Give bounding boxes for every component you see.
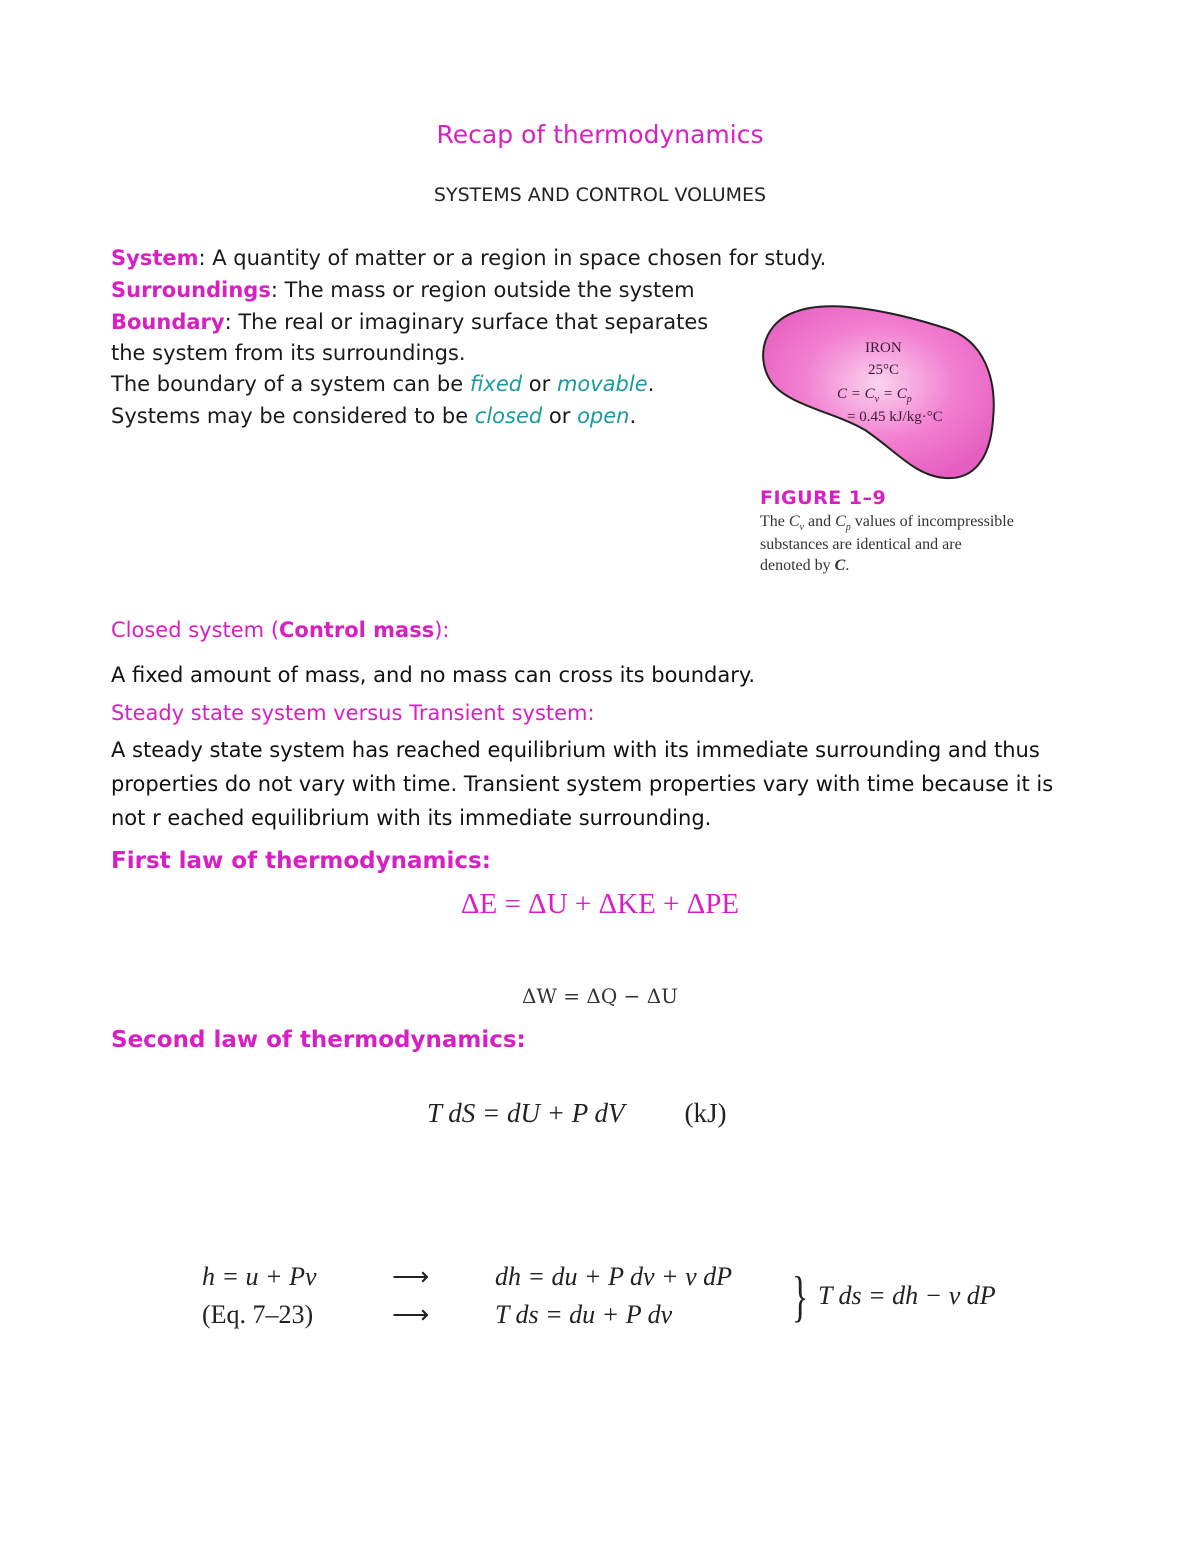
definition-surroundings [111,278,695,302]
definition-boundary-cont: the system from its surroundings. [111,341,466,365]
brace-icon: } [792,1266,809,1328]
blob-temperature-label: 25°C [868,362,900,378]
figure-caption-title: FIGURE 1–9 [760,487,887,509]
connector-or: or [542,404,578,428]
connector-or: or [522,372,557,396]
gibbs-equation: T ds = du + P dv [495,1300,673,1329]
equation-reference: (Eq. 7–23) [202,1300,314,1329]
first-law-heading: First law of thermodynamics: [111,848,491,874]
section-heading: SYSTEMS AND CONTROL VOLUMES [433,184,767,206]
second-law-heading: Second law of thermodynamics: [111,1027,526,1053]
figure-caption-line-2: substances are identical and are [760,536,962,553]
period: . [647,372,655,396]
boundary-types-sentence [111,372,654,396]
steady-state-text: A steady state system has reached equilibrium with its immediate surrounding and thus properties do not vary with time. Transient system properties vary with time because it is not r eached equilibrium with its immediate surrounding. [111,738,1054,830]
term-fixed: fixed [469,372,523,396]
steady-state-heading: Steady state system versus Transient system: [111,701,595,725]
figure-caption-line-3: denoted by C. [760,557,850,574]
arrow-icon: ⟶ [392,1300,430,1329]
blob-material-label: IRON [865,340,902,356]
second-law-equation: T dS = dU + P dV (kJ) [427,1098,727,1128]
blob-heat-capacity-label: $C = C_v = C_p$ [837,386,912,405]
term-closed: closed [474,404,543,428]
arrow-icon: ⟶ [392,1262,430,1291]
enthalpy-definition: h = u + Pv [202,1262,317,1291]
term-movable: movable [556,372,648,396]
term-system: System [111,246,199,270]
page-title: Recap of thermodynamics [436,120,764,149]
first-law-equation: ΔE = ΔU + ΔKE + ΔPE [460,888,740,920]
second-gibbs-equation: T ds = dh − v dP [818,1281,996,1310]
definition-system-text: : A quantity of matter or a region in space chosen for study. [198,246,827,270]
term-open: open [577,404,630,428]
enthalpy-differential: dh = du + P dv + v dP [495,1262,733,1291]
iron-block-figure [755,300,1005,485]
systems-sentence-pre: Systems may be considered to be [111,404,475,428]
blob-value-label: = 0.45 kJ/kg·°C [847,409,943,425]
definition-system [111,246,826,270]
boundary-sentence-pre: The boundary of a system can be [111,372,470,396]
system-types-sentence [111,404,636,428]
definition-boundary [111,310,708,334]
closed-system-text: A fixed amount of mass, and no mass can cross its boundary. [111,663,755,687]
definition-boundary-text: : The real or imaginary surface that separates [224,310,709,334]
period: . [629,404,637,428]
definition-surroundings-text: : The mass or region outside the system [270,278,695,302]
figure-caption-line-1: The $C_v$ and $C_p$ values of incompressible [760,513,1014,534]
term-surroundings: Surroundings [111,278,271,302]
closed-system-heading: Closed system (Control mass): [111,618,450,642]
work-equation: ΔW = ΔQ − ΔU [521,984,679,1008]
term-boundary: Boundary [111,310,225,334]
